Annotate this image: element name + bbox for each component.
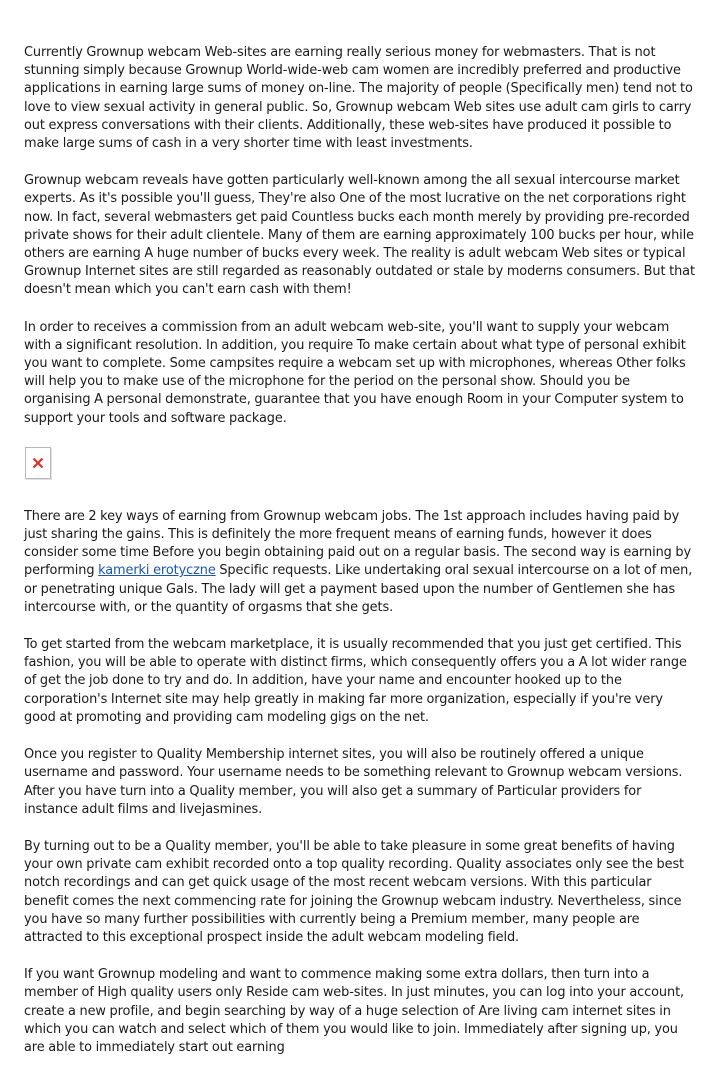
paragraph-4-text-after: Specific requests. Like undertaking oral sexual intercourse on a lot of men, or penetrating unique Gals. The lady will get a payment based upon the number of Gentlemen she has intercourse with, or the quantity of orgasms that she gets. bbox=[24, 563, 693, 615]
paragraph-5: To get started from the webcam marketplace, it is usually recommended that you just get certified. This fashion, you will be able to operate with distinct firms, which consequently offers you a A lot wider range of get the job done to try and do. In addition, have your name and encounter hooked up to the corporation's Internet site may help greatly in making far more organization, especially if you're very good at promoting and providing cam modeling gigs on the net. bbox=[24, 637, 687, 725]
paragraph-3: In order to receives a commission from an adult webcam web-site, you'll want to supply your webcam with a significant resolution. In addition, you require To make certain about what type of personal exhibit you want to complete. Some campsites require a webcam set up with microphones, whereas Other folks will help you to make use of the microphone for the period on the personal show. Should you be organising A personal demonstrate, guarantee that you have enough Room in your Computer system to support your tools and software package. bbox=[24, 319, 686, 426]
paragraph-1: Currently Grownup webcam Web-sites are earning really serious money for webmasters. That is not stunning simply because Grownup World-wide-web cam women are incredibly preferred and productive applications in earning large sums of money on-line. The majority of people (Specifically men) tend not to love to view sexual activity in general public. So, Grownup webcam Web sites use adult cam girls to carry out express conversations with their clients. Additionally, these web-sites have produced it possible to make large sums of cash in a very shorter time with least investments. bbox=[24, 45, 693, 152]
broken-image-x-icon bbox=[31, 456, 45, 470]
paragraph-8: If you want Grownup modeling and want to commence making some extra dollars, then turn into a member of High quality users only Reside cam web-sites. In just minutes, you can log into your account, create a new profile, and begin searching by way of a huge selection of Are living cam internet sites in which you can watch and select which of them you would like to join. Immediately after signing up, you are able to immediately start out earning bbox=[24, 967, 685, 1055]
paragraph-4 bbox=[24, 508, 698, 617]
broken-image-icon bbox=[25, 447, 51, 479]
kamerki-erotyczne-link[interactable]: kamerki erotyczne bbox=[98, 563, 216, 579]
paragraph-6: Once you register to Quality Membership internet sites, you will also be routinely offered a unique username and password. Your username needs to be something relevant to Grownup webcam versions. After you have turn into a Quality member, you will also get a summary of Particular providers for instance adult films and livejasmines. bbox=[24, 747, 683, 817]
paragraph-2: Grownup webcam reveals have gotten particularly well-known among the all sexual intercourse market experts. As it's possible you'll guess, They're also One of the most lucrative on the net corporations right now. In fact, several webmasters get paid Countless bucks each month merely by providing pre-recorded private shows for their adult clientele. Many of them are earning approximately 100 bucks per hour, while others are earning A huge number of bucks every week. The reality is adult webcam Web sites or typical Grownup Internet sites are still regarded as reasonably outdated or stale by moderns consumers. But that doesn't mean which you can't earn cash with them! bbox=[24, 173, 695, 298]
article-body bbox=[24, 44, 698, 1076]
paragraph-7: By turning out to be a Quality member, you'll be able to take pleasure in some great benefits of having your own private cam exhibit recorded onto a top quality recording. Quality associates only see the best notch recordings and can get quick usage of the most recent webcam versions. With this particular benefit comes the next commencing rate for joining the Grownup webcam industry. Nevertheless, since you have so many further possibilities with currently being a Premium member, many people are attracted to this exceptional prospect inside the adult webcam modeling field. bbox=[24, 838, 685, 945]
paragraph-4-text-before: There are 2 key ways of earning from Grownup webcam jobs. The 1st approach includes having paid by just sharing the gains. This is definitely the more frequent means of earning funds, however it does consider some time Before you begin obtaining paid out on a regular basis. The second way is earning by performing bbox=[24, 508, 692, 579]
